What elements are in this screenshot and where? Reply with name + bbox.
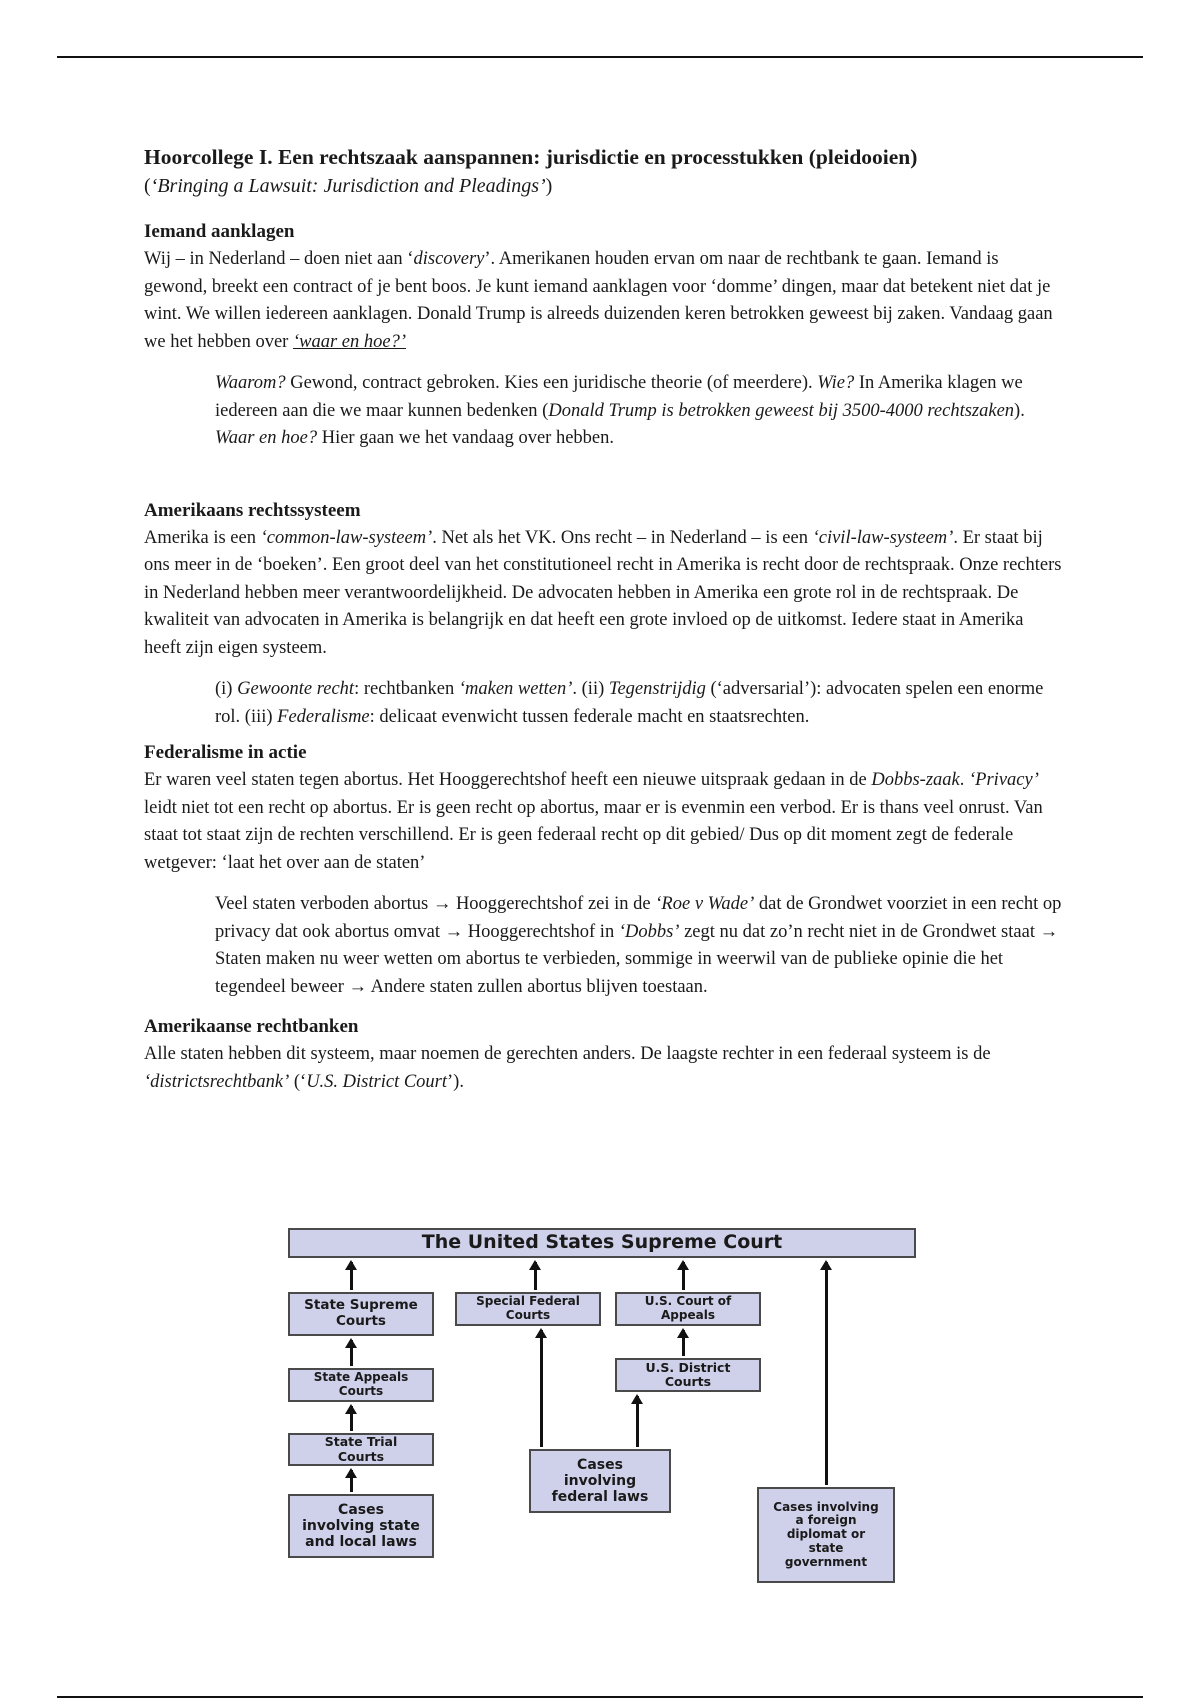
special-federal-courts-box: Special Federal Courts: [455, 1292, 601, 1326]
arrow-up-icon: [682, 1262, 685, 1290]
arrow-up-icon: [682, 1330, 685, 1356]
paragraph-federalisme: Er waren veel staten tegen abortus. Het Hooggerechtshof heeft een nieuwe uitspraak gedaan in de Dobbs-zaak. ‘Privacy’ leidt niet tot een recht op abortus. Er is geen recht op abortus, maar er is evenmin een verbod. Er is thans veel onrust. Van staat tot staat zijn de rechten verschillend. Er is geen federaal recht op dit gebied/ Dus op dit moment zegt de federale wetgever: ‘laat het over aan de staten’: [144, 770, 1043, 873]
quote-rechtssysteem: (i) Gewoonte recht: rechtbanken ‘maken wetten’. (ii) Tegenstrijdig (‘adversarial’): advocaten spelen een enorme rol. (iii) Federalisme: delicaat evenwicht tussen federale macht en staatsrechten.: [215, 679, 1044, 727]
arrow-up-icon: [540, 1330, 543, 1447]
district-courts-box: U.S. District Courts: [615, 1358, 761, 1392]
arrow-up-icon: [350, 1262, 353, 1290]
state-trial-courts-box: State Trial Courts: [288, 1433, 434, 1466]
heading-amerikaans-rechtssysteem: Amerikaans rechtssysteem: [144, 499, 361, 521]
quote-iemand-aanklagen: Waarom? Gewond, contract gebroken. Kies een juridische theorie (of meerdere). Wie? In Amerika klagen we iedereen aan die we maar kunnen bedenken (Donald Trump is betrokken geweest bij 3500-4000 rechtszaken). Waar en hoe? Hier gaan we het vandaag over hebben.: [215, 373, 1025, 448]
arrow-up-icon: [825, 1262, 828, 1485]
state-supreme-courts-box: State Supreme Courts: [288, 1292, 434, 1336]
heading-rechtbanken: Amerikaanse rechtbanken: [144, 1016, 359, 1037]
federal-laws-cases-box: Cases involving federal laws: [529, 1449, 671, 1513]
page-subtitle: (‘Bringing a Lawsuit: Jurisdiction and Pleadings’): [144, 175, 553, 197]
paragraph-rechtbanken: Alle staten hebben dit systeem, maar noemen de gerechten anders. De laagste rechter in een federaal systeem is de ‘districtsrechtbank’ (‘U.S. District Court’).: [144, 1044, 991, 1092]
paragraph-amerikaans-rechtssysteem: Amerika is een ‘common-law-systeem’. Net als het VK. Ons recht – in Nederland – is een ‘civil-law-systeem’. Er staat bij ons meer in de ‘boeken’. Een groot deel van het constitutioneel recht in Amerika is recht door de rechtspraak. Onze rechters in Nederland hebben meer verantwoordelijkheid. De advocaten hebben in Amerika een grote rol in de rechtspraak. De kwaliteit van advocaten in Amerika is belangrijk en dat heeft een grote invloed op de uitkomst. Iedere staat in Amerika heeft zijn eigen systeem.: [144, 527, 1062, 658]
heading-federalisme: Federalisme in actie: [144, 742, 307, 763]
state-local-laws-cases-box: Cases involving state and local laws: [288, 1494, 434, 1558]
foreign-diplomat-cases-box: Cases involving a foreign diplomat or state government: [757, 1487, 895, 1583]
quote-federalisme: Veel staten verboden abortus → Hooggerechtshof zei in de ‘Roe v Wade’ dat de Grondwet voorziet in een recht op privacy dat ook abortus omvat → Hooggerechtshof in ‘Dobbs’ zegt nu dat zo’n recht niet in de Grondwet staat → Staten maken nu weer wetten om abortus te verbieden, sommige in weerwil van de publieke opinie die het tegendeel beweer → Andere staten zullen abortus blijven toestaan.: [215, 894, 1062, 997]
arrow-up-icon: [350, 1406, 353, 1431]
page-title: Hoorcollege I. Een rechtszaak aanspannen: jurisdictie en processtukken (pleidooien): [144, 145, 918, 169]
state-appeals-courts-box: State Appeals Courts: [288, 1368, 434, 1402]
arrow-up-icon: [350, 1470, 353, 1492]
arrow-up-icon: [534, 1262, 537, 1290]
supreme-court-box: The United States Supreme Court: [288, 1228, 916, 1258]
court-system-diagram: [288, 1228, 918, 1584]
court-of-appeals-box: U.S. Court of Appeals: [615, 1292, 761, 1326]
footer-rule: [57, 1696, 1143, 1698]
header-rule: [57, 56, 1143, 58]
arrow-up-icon: [636, 1396, 639, 1447]
paragraph-iemand-aanklagen: Wij – in Nederland – doen niet aan ‘discovery’. Amerikanen houden ervan om naar de rechtbank te gaan. Iemand is gewond, breekt een contract of je bent boos. Je kunt iemand aanklagen voor ‘domme’ dingen, maar dat betekent niet dat je wint. We willen iedereen aanklagen. Donald Trump is alreeds duizenden keren betrokken geweest bij zaken. Vandaag gaan we het hebben over ‘waar en hoe?’: [144, 249, 1053, 352]
heading-iemand-aanklagen: Iemand aanklagen: [144, 221, 295, 242]
document-body: [144, 142, 1064, 1096]
arrow-up-icon: [350, 1340, 353, 1366]
